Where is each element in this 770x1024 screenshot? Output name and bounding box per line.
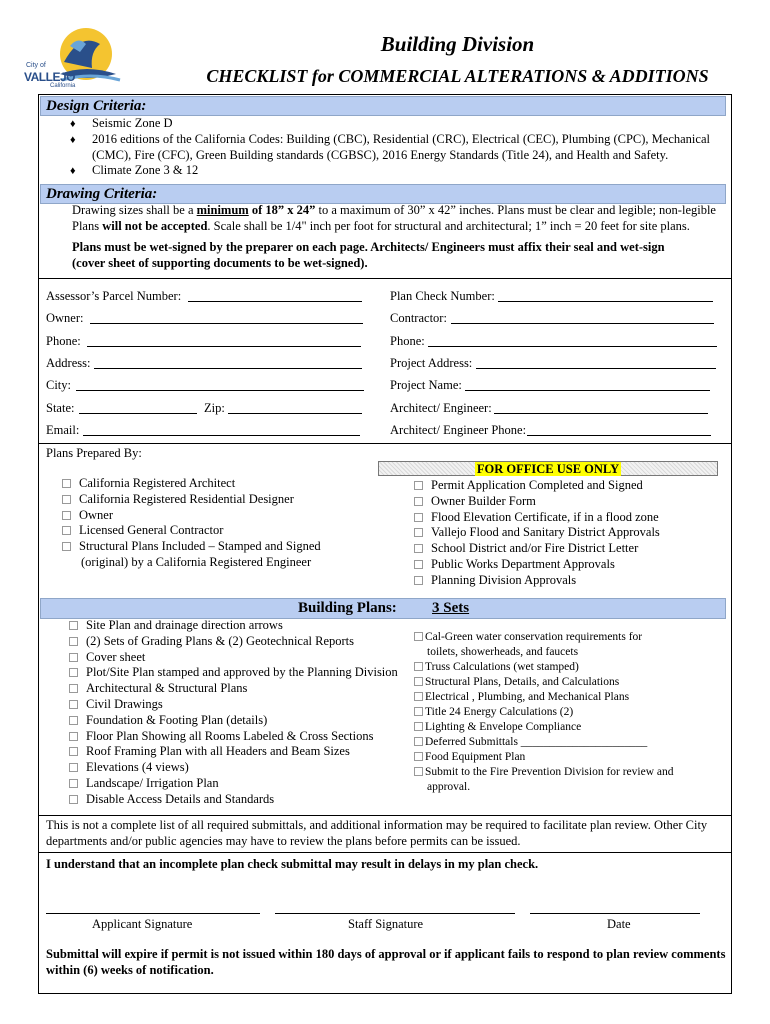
checkbox[interactable] (62, 526, 71, 535)
owner-field[interactable] (90, 323, 363, 324)
expiration-notice: Submittal will expire if permit is not issued within 180 days of approval or if applicant fails to respond to plan review comments within (6) weeks of notification. (46, 947, 726, 977)
date-field[interactable] (530, 913, 700, 914)
checkbox[interactable] (69, 684, 78, 693)
checkbox[interactable] (69, 716, 78, 725)
drawing-text-line-2: Plans will not be accepted. Scale shall be 1/4" inch per foot for structural and architectural; 1” inch = 20 feet for site plans. (72, 219, 690, 233)
list-item[interactable]: School District and/or Fire District Letter (414, 541, 660, 557)
list-item[interactable]: Roof Framing Plan with all Headers and Beam Sizes (69, 744, 398, 760)
building-plans-left-list (69, 618, 398, 808)
prepared-by-list (62, 476, 321, 571)
acknowledgement-text: I understand that an incomplete plan check submittal may result in delays in my plan check. (46, 857, 539, 871)
list-item[interactable]: Disable Access Details and Standards (69, 792, 398, 808)
divider (38, 815, 732, 816)
list-item[interactable]: California Registered Residential Designer (62, 492, 321, 508)
building-plans-right-list (414, 630, 674, 795)
prepared-by-label: Plans Prepared By: (46, 446, 142, 460)
checkbox[interactable] (414, 692, 423, 701)
checkbox[interactable] (414, 513, 423, 522)
architect-phone-field[interactable] (527, 435, 711, 436)
architect-phone-label: Architect/ Engineer Phone: (390, 423, 527, 437)
list-item[interactable]: Electrical , Plumbing, and Mechanical Plans (414, 690, 674, 705)
list-item-continued: (original) by a California Registered Engineer (81, 554, 312, 569)
list-item[interactable]: Structural Plans, Details, and Calculations (414, 675, 674, 690)
list-item[interactable]: Structural Plans Included – Stamped and Signed (62, 539, 321, 555)
zip-field[interactable] (228, 413, 362, 414)
city-field[interactable] (76, 390, 364, 391)
checkbox[interactable] (69, 700, 78, 709)
staff-signature-field[interactable] (275, 913, 515, 914)
list-item[interactable]: Planning Division Approvals (414, 573, 660, 589)
checkbox[interactable] (414, 497, 423, 506)
checkbox[interactable] (69, 668, 78, 677)
checkbox[interactable] (414, 677, 423, 686)
list-item[interactable]: California Registered Architect (62, 476, 321, 492)
architect-label: Architect/ Engineer: (390, 401, 492, 415)
checkbox[interactable] (414, 576, 423, 585)
zip-label: Zip: (204, 401, 225, 415)
city-logo (20, 22, 140, 94)
building-plans-sets: 3 Sets (432, 600, 470, 616)
list-item-continued: toilets, showerheads, and faucets (427, 646, 579, 658)
date-label: Date (607, 917, 631, 931)
list-item[interactable]: Submit to the Fire Prevention Division for review and (414, 765, 674, 780)
list-item[interactable]: Flood Elevation Certificate, if in a flood zone (414, 510, 660, 526)
design-item: ♦ Seismic Zone D (70, 116, 173, 133)
project-address-field[interactable] (476, 368, 716, 369)
list-item[interactable]: Food Equipment Plan (414, 750, 674, 765)
checkbox[interactable] (62, 511, 71, 520)
office-use-list (414, 478, 660, 589)
list-item[interactable]: Elevations (4 views) (69, 760, 398, 776)
checkbox[interactable] (69, 653, 78, 662)
list-item[interactable]: Site Plan and drainage direction arrows (69, 618, 398, 634)
list-item[interactable]: Landscape/ Irrigation Plan (69, 776, 398, 792)
checkbox[interactable] (414, 722, 423, 731)
list-item[interactable]: Owner Builder Form (414, 494, 660, 510)
list-item[interactable]: Vallejo Flood and Sanitary District Approvals (414, 525, 660, 541)
diamond-bullet-icon: ♦ (70, 134, 76, 146)
list-item[interactable]: Cal-Green water conservation requirements for (414, 630, 674, 645)
logo-state: California (50, 83, 76, 89)
logo-name: VALLEJO (24, 70, 75, 84)
checkbox[interactable] (62, 542, 71, 551)
checkbox[interactable] (414, 528, 423, 537)
list-item[interactable]: Permit Application Completed and Signed (414, 478, 660, 494)
apn-field[interactable] (188, 301, 362, 302)
checkbox[interactable] (414, 767, 423, 776)
list-item[interactable]: Deferred Submittals ______________________ (414, 735, 674, 750)
checkbox[interactable] (69, 795, 78, 804)
staff-signature-label: Staff Signature (348, 917, 424, 931)
divider (38, 852, 732, 853)
divider (38, 443, 732, 444)
checkbox[interactable] (414, 560, 423, 569)
state-label: State: (46, 401, 75, 415)
address-field[interactable] (94, 368, 362, 369)
checkbox[interactable] (69, 621, 78, 630)
contractor-field[interactable] (451, 323, 714, 324)
checkbox[interactable] (414, 662, 423, 671)
list-item-continued: approval. (427, 781, 471, 793)
list-item[interactable]: Foundation & Footing Plan (details) (69, 713, 398, 729)
checkbox[interactable] (414, 544, 423, 553)
checkbox[interactable] (414, 481, 423, 490)
architect-field[interactable] (494, 413, 708, 414)
checkbox[interactable] (62, 479, 71, 488)
applicant-signature-field[interactable] (46, 913, 260, 914)
design-item: ♦ Climate Zone 3 & 12 (70, 163, 198, 180)
list-item[interactable]: Lighting & Envelope Compliance (414, 720, 674, 735)
city-label: City: (46, 378, 72, 392)
plan-check-field[interactable] (498, 301, 713, 302)
checkbox[interactable] (69, 637, 78, 646)
notice-text: This is not a complete list of all required submittals, and additional information may be required to facilitate plan review. Other City departments and/or public agencies may have to review the plans before permits can be issued. (46, 818, 708, 848)
logo-city-of: City of (26, 62, 46, 69)
phone-label: Phone: (46, 334, 81, 348)
page-subtitle: CHECKLIST for COMMERCIAL ALTERATIONS & ADDITIONS (206, 66, 709, 86)
list-item[interactable]: (2) Sets of Grading Plans & (2) Geotechnical Reports (69, 634, 398, 650)
checkbox[interactable] (414, 632, 423, 641)
address-label: Address: (46, 356, 91, 370)
project-address-label: Project Address: (390, 356, 473, 370)
apn-label: Assessor’s Parcel Number: (46, 289, 182, 303)
checkbox[interactable] (414, 752, 423, 761)
office-use-heading: FOR OFFICE USE ONLY (378, 461, 718, 476)
diamond-bullet-icon: ♦ (70, 118, 76, 130)
email-field[interactable] (83, 435, 360, 436)
list-item[interactable]: Truss Calculations (wet stamped) (414, 660, 674, 675)
list-item[interactable]: Title 24 Energy Calculations (2) (414, 705, 674, 720)
list-item[interactable]: Licensed General Contractor (62, 523, 321, 539)
checkbox[interactable] (69, 779, 78, 788)
contractor-label: Contractor: (390, 311, 447, 325)
drawing-criteria-heading: Drawing Criteria: (40, 184, 726, 204)
plan-check-label: Plan Check Number: (390, 289, 495, 303)
phone-field[interactable] (87, 346, 361, 347)
contractor-phone-label: Phone: (390, 334, 425, 348)
checkbox[interactable] (69, 763, 78, 772)
building-plans-heading: Building Plans: (298, 600, 397, 616)
design-item-continued: (CMC), Fire (CFC), Green Building standards (CGBSC), 2016 Energy Standards (Title 24), and Health and Safety. (92, 148, 669, 162)
checkbox[interactable] (414, 707, 423, 716)
list-item[interactable]: Civil Drawings (69, 697, 398, 713)
diamond-bullet-icon: ♦ (70, 165, 76, 177)
state-field[interactable] (79, 413, 197, 414)
page-title: Building Division (380, 32, 535, 56)
list-item[interactable]: Floor Plan Showing all Rooms Labeled & Cross Sections (69, 729, 398, 745)
design-item: ♦ 2016 editions of the California Codes: Building (CBC), Residential (CRC), Electrical (CEC), Plumbing (CPC), Mechanical (70, 132, 710, 149)
list-item[interactable]: Plot/Site Plan stamped and approved by the Planning Division (69, 665, 398, 681)
email-label: Email: (46, 423, 80, 437)
checkbox[interactable] (69, 732, 78, 741)
checkbox[interactable] (414, 737, 423, 746)
design-criteria-heading: Design Criteria: (40, 96, 726, 116)
list-item[interactable]: Public Works Department Approvals (414, 557, 660, 573)
divider (38, 278, 732, 279)
drawing-text-line-1: Drawing sizes shall be a minimum of 18” x 24” to a maximum of 30” x 42” inches. Plans must be clear and legible; non-legible (72, 203, 716, 217)
owner-label: Owner: (46, 311, 84, 325)
list-item[interactable]: Owner (62, 508, 321, 524)
list-item[interactable]: Cover sheet (69, 650, 398, 666)
contractor-phone-field[interactable] (428, 346, 717, 347)
applicant-signature-label: Applicant Signature (92, 917, 193, 931)
checkbox[interactable] (69, 747, 78, 756)
checkbox[interactable] (62, 495, 71, 504)
wet-sign-note-continued: (cover sheet of supporting documents to be wet-signed). (72, 256, 368, 270)
project-name-field[interactable] (465, 390, 710, 391)
wet-sign-note: Plans must be wet-signed by the preparer on each page. Architects/ Engineers must affix their seal and wet-sign (72, 240, 665, 254)
list-item[interactable]: Architectural & Structural Plans (69, 681, 398, 697)
project-name-label: Project Name: (390, 378, 462, 392)
